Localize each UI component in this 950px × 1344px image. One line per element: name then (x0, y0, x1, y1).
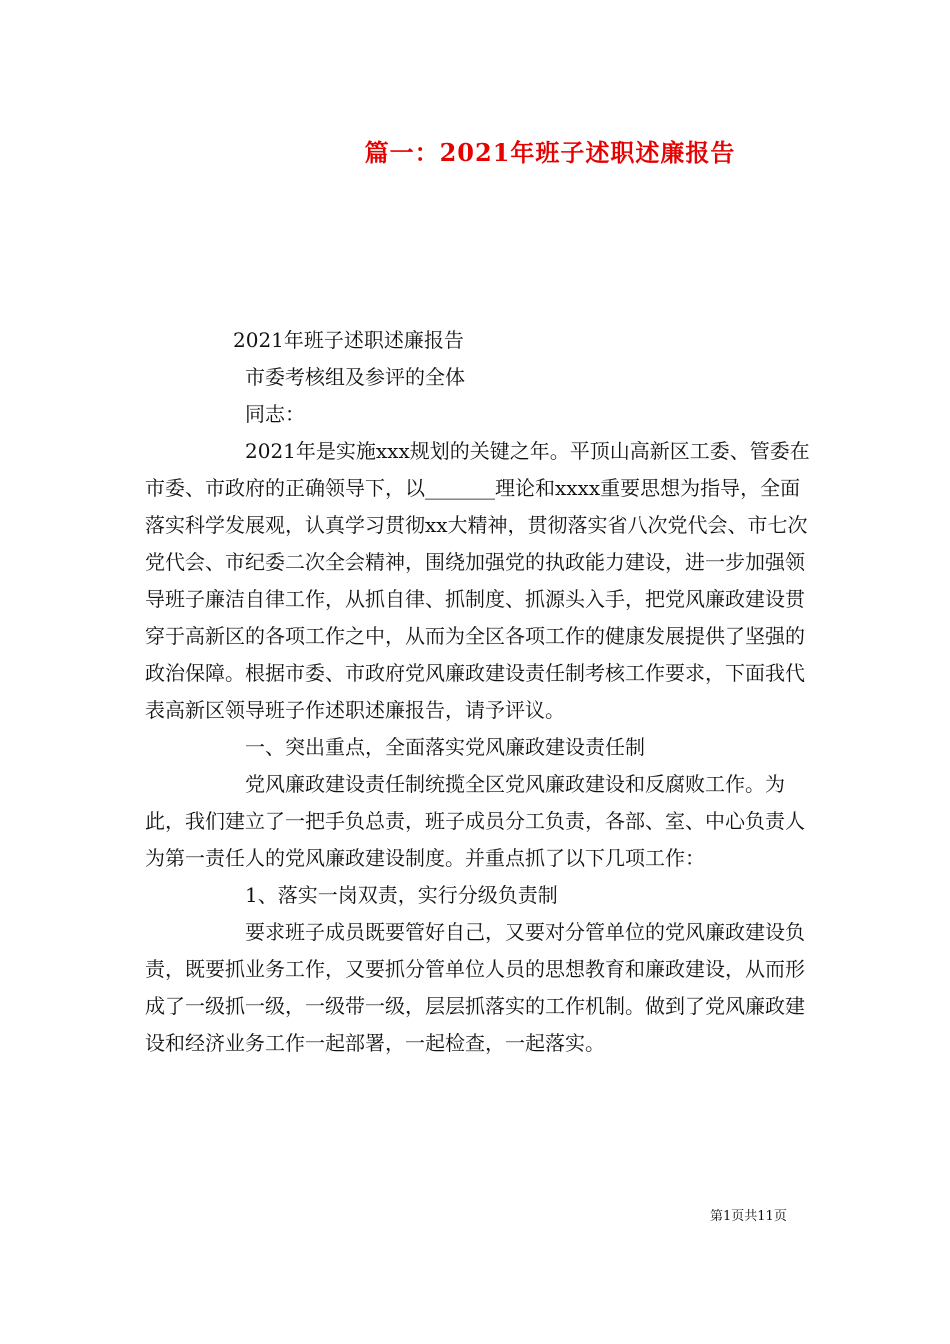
paragraph-intro: 2021年是实施xxx规划的关键之年。平顶山高新区工委、管委在市委、市政府的正确领导下，以_______理论和xxxx重要思想为指导，全面落实科学发展观，认真学习贯彻xx大精神，贯彻落实省八次党代会、市七次党代会、市纪委二次全会精神，围绕加强党的执政能力建设，进一步加强领导班子廉洁自律工作，从抓自律、抓制度、抓源头入手，把党风廉政建设贯穿于高新区的各项工作之中，从而为全区各项工作的健康发展提供了坚强的政治保障。根据市委、市政府党风廉政建设责任制考核工作要求，下面我代表高新区领导班子作述职述廉报告，请予评议。 (145, 439, 810, 722)
salutation-line-1: 市委考核组及参评的全体 (245, 365, 465, 389)
section-heading-1: 一、突出重点，全面落实党风廉政建设责任制 (245, 735, 645, 759)
report-heading: 2021年班子述职述廉报告 (233, 328, 464, 352)
subsection-heading-1: 1、落实一岗双责，实行分级负责制 (245, 883, 558, 907)
salutation-line-2: 同志： (245, 402, 305, 426)
paragraph-subsection-1: 要求班子成员既要管好自己，又要对分管单位的党风廉政建设负责，既要抓业务工作，又要抓分管单位人员的思想教育和廉政建设，从而形成了一级抓一级，一级带一级，层层抓落实的工作机制。做到了党风廉政建设和经济业务工作一起部署，一起检查，一起落实。 (145, 920, 805, 1055)
paragraph-section-1: 党风廉政建设责任制统揽全区党风廉政建设和反腐败工作。为此，我们建立了一把手负总责，班子成员分工负责，各部、室、中心负责人为第一责任人的党风廉政建设制度。并重点抓了以下几项工作： (145, 772, 805, 870)
page-number: 第1页共11页 (710, 1209, 787, 1224)
document-body (145, 322, 817, 1062)
page-title: 篇一：2021年班子述职述廉报告 (364, 138, 736, 167)
